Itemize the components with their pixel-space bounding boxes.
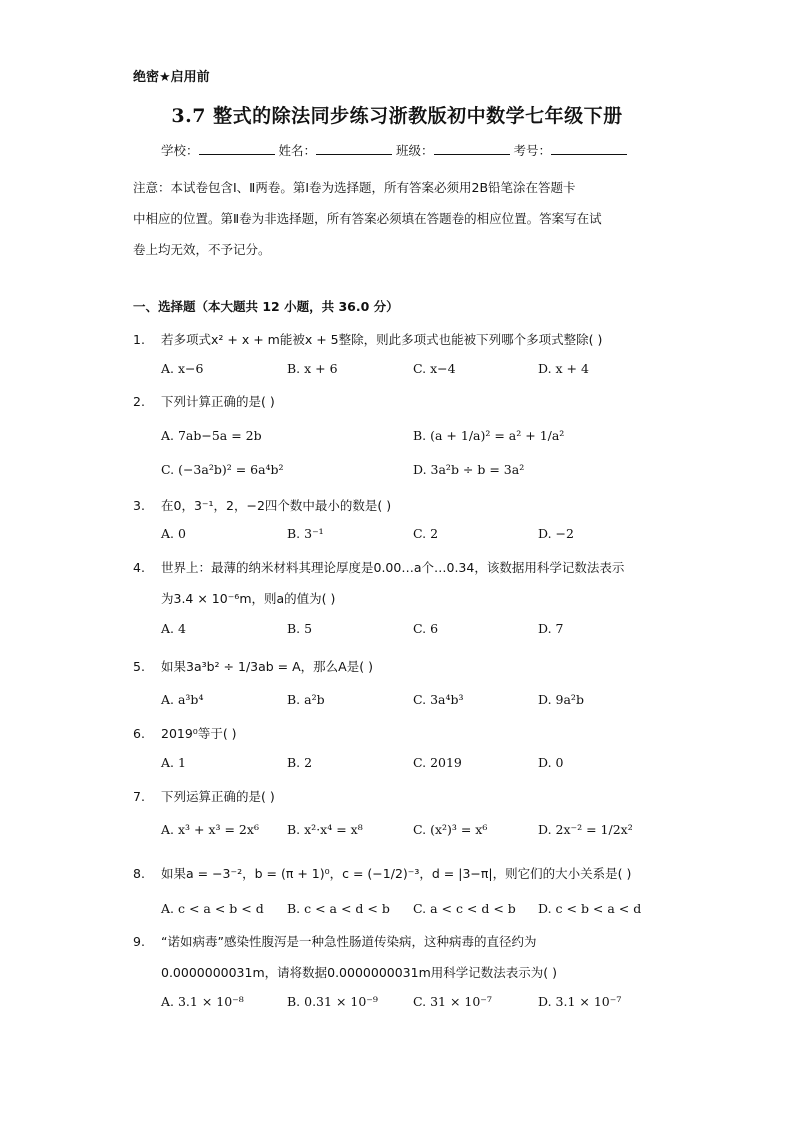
- option-b[interactable]: B. x²·x⁴ = x⁸: [287, 822, 363, 837]
- option-b[interactable]: B. 3⁻¹: [287, 526, 324, 541]
- option-d[interactable]: D. 3.1 × 10⁻⁷: [538, 994, 622, 1009]
- option-c[interactable]: C. a < c < d < b: [413, 901, 516, 916]
- confidential-mark: 绝密★启用前: [133, 70, 210, 85]
- option-c[interactable]: C. 2: [413, 526, 439, 541]
- option-c[interactable]: C. 31 × 10⁻⁷: [413, 994, 492, 1009]
- class-label: 班级：: [396, 143, 434, 158]
- option-a[interactable]: A. 0: [161, 526, 186, 541]
- section-heading: 一、选择题（本大题共 12 小题，共 36.0 分）: [133, 299, 399, 314]
- notice-line: 卷上均无效，不予记分。: [133, 242, 271, 257]
- question-7: [133, 787, 275, 805]
- question-9: [133, 932, 536, 950]
- option-b[interactable]: B. 2: [287, 755, 313, 770]
- question-text: 如果a = −3⁻²，b = (π + 1)⁰，c = (−1/2)⁻³，d = |3−π|，则它们的大小关系是( ): [161, 866, 632, 881]
- option-a[interactable]: A. x−6: [161, 361, 204, 376]
- question-text: 下列运算正确的是( ): [161, 789, 275, 804]
- option-c[interactable]: C. (−3a²b)² = 6a⁴b²: [161, 462, 284, 477]
- option-c[interactable]: C. (x²)³ = x⁶: [413, 822, 488, 837]
- option-a[interactable]: A. 1: [161, 755, 186, 770]
- question-text-continued: 0.0000000031m，请将数据0.0000000031m用科学记数法表示为( ): [161, 965, 557, 980]
- question-number: 8.: [133, 866, 145, 881]
- question-3: [133, 496, 391, 514]
- name-field[interactable]: [316, 142, 392, 155]
- question-5: [133, 657, 373, 675]
- question-1: [133, 330, 602, 348]
- option-b[interactable]: B. a²b: [287, 692, 325, 707]
- question-number: 3.: [133, 498, 145, 513]
- question-text: “诺如病毒”感染性腹泻是一种急性肠道传染病，这种病毒的直径约为: [161, 934, 537, 949]
- page-title: 3.7 整式的除法同步练习浙教版初中数学七年级下册: [171, 105, 623, 127]
- question-number: 5.: [133, 659, 145, 674]
- school-label: 学校：: [161, 143, 199, 158]
- option-d[interactable]: D. 3a²b ÷ b = 3a²: [413, 462, 525, 477]
- question-number: 1.: [133, 332, 145, 347]
- question-text: 如果3a³b² ÷ 1/3ab = A，那么A是( ): [161, 659, 373, 674]
- question-number: 2.: [133, 394, 145, 409]
- option-d[interactable]: D. 7: [538, 621, 564, 636]
- question-text: 下列计算正确的是( ): [161, 394, 275, 409]
- question-8: [133, 864, 631, 882]
- question-text: 世界上：最薄的纳米材料其理论厚度是0.00…a个…0.34，该数据用科学记数法表示: [161, 560, 625, 575]
- option-c[interactable]: C. 2019: [413, 755, 462, 770]
- option-d[interactable]: D. c < b < a < d: [538, 901, 642, 916]
- notice-line: 中相应的位置。第Ⅱ卷为非选择题，所有答案必须填在答题卷的相应位置。答案写在试: [133, 211, 602, 226]
- option-d[interactable]: D. 2x⁻² = 1/2x²: [538, 822, 633, 837]
- option-d[interactable]: D. 0: [538, 755, 564, 770]
- question-number: 7.: [133, 789, 145, 804]
- notice-line: 注意：本试卷包含Ⅰ、Ⅱ两卷。第Ⅰ卷为选择题，所有答案必须用2B铅笔涂在答题卡: [133, 180, 576, 195]
- option-d[interactable]: D. x + 4: [538, 361, 589, 376]
- option-b[interactable]: B. x + 6: [287, 361, 338, 376]
- question-text: 2019⁰等于( ): [161, 726, 237, 741]
- question-number: 6.: [133, 726, 145, 741]
- option-a[interactable]: A. 3.1 × 10⁻⁸: [161, 994, 244, 1009]
- option-c[interactable]: C. 3a⁴b³: [413, 692, 464, 707]
- name-label: 姓名：: [278, 143, 317, 158]
- question-2: [133, 392, 275, 410]
- option-c[interactable]: C. 6: [413, 621, 439, 636]
- class-field[interactable]: [434, 142, 510, 155]
- option-a[interactable]: A. 4: [161, 621, 186, 636]
- school-field[interactable]: [199, 142, 275, 155]
- option-a[interactable]: A. a³b⁴: [161, 692, 204, 707]
- question-text: 若多项式x² + x + m能被x + 5整除，则此多项式也能被下列哪个多项式整除( ): [161, 332, 603, 347]
- question-text: 在0，3⁻¹，2，−2四个数中最小的数是( ): [161, 498, 392, 513]
- option-a[interactable]: A. c < a < b < d: [161, 901, 264, 916]
- option-d[interactable]: D. 9a²b: [538, 692, 584, 707]
- option-d[interactable]: D. −2: [538, 526, 574, 541]
- exam-no-field[interactable]: [551, 142, 627, 155]
- question-6: [133, 724, 237, 742]
- exam-notice: [133, 172, 663, 265]
- option-b[interactable]: B. (a + 1/a)² = a² + 1/a²: [413, 428, 565, 443]
- option-b[interactable]: B. 5: [287, 621, 313, 636]
- question-number: 4.: [133, 560, 145, 575]
- option-a[interactable]: A. x³ + x³ = 2x⁶: [161, 822, 259, 837]
- question-4: [133, 558, 624, 576]
- option-b[interactable]: B. 0.31 × 10⁻⁹: [287, 994, 378, 1009]
- student-info-row: [161, 141, 627, 159]
- option-b[interactable]: B. c < a < d < b: [287, 901, 390, 916]
- exam-no-label: 考号：: [513, 143, 552, 158]
- question-number: 9.: [133, 934, 145, 949]
- question-text-continued: 为3.4 × 10⁻⁶m，则a的值为( ): [161, 591, 336, 606]
- option-c[interactable]: C. x−4: [413, 361, 456, 376]
- option-a[interactable]: A. 7ab−5a = 2b: [161, 428, 262, 443]
